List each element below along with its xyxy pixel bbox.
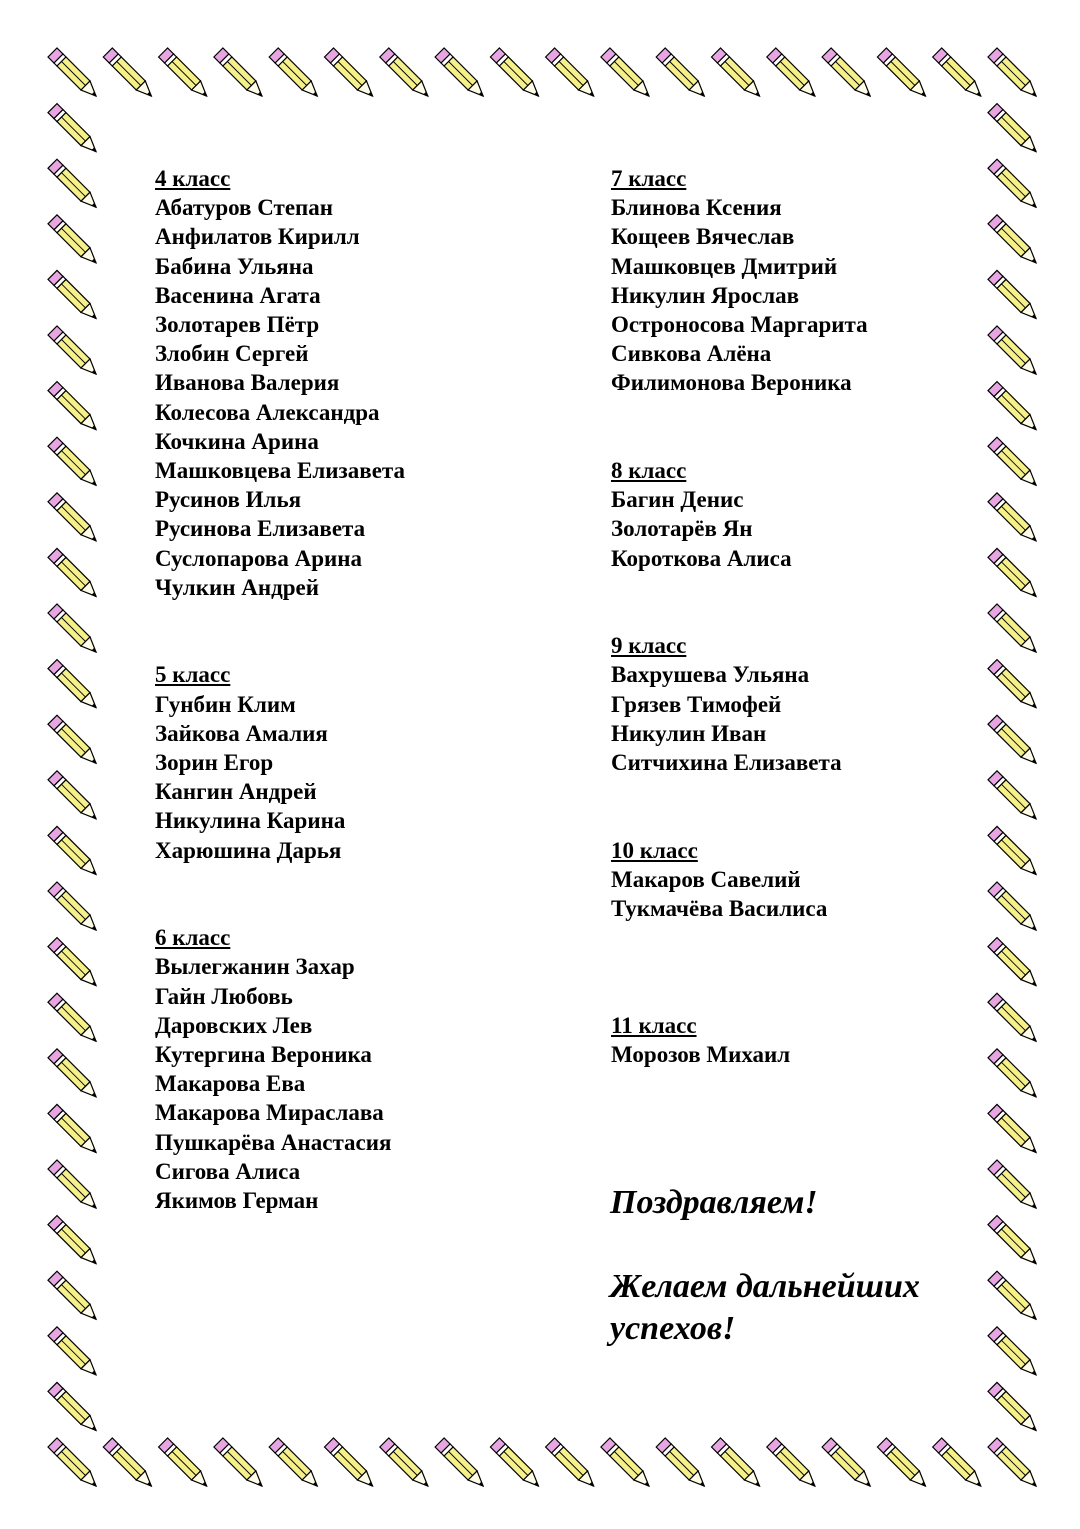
pencil-icon <box>48 382 96 430</box>
pencil-icon <box>546 48 594 96</box>
pencil-icon <box>48 882 96 930</box>
left-column <box>155 164 405 1215</box>
student-name: Макарова Мираслава <box>155 1100 384 1126</box>
pencil-icon <box>988 604 1036 652</box>
pencil-icon <box>601 1438 649 1486</box>
pencil-icon <box>712 48 760 96</box>
class-title: 5 класс <box>155 662 231 688</box>
pencil-icon <box>988 1104 1036 1152</box>
student-name: Кутергина Вероника <box>155 1042 372 1068</box>
pencil-icon <box>48 1327 96 1375</box>
student-name: Машковцева Елизавета <box>155 458 406 484</box>
student-name: Суслопарова Арина <box>155 545 362 571</box>
pencil-icon <box>48 1382 96 1430</box>
student-name: Машковцев Дмитрий <box>611 253 838 279</box>
pencil-icon <box>380 48 428 96</box>
class-group <box>611 164 868 398</box>
class-title: 4 класс <box>155 166 231 191</box>
class-group <box>611 631 868 777</box>
pencil-icon <box>988 437 1036 485</box>
student-name: Даровских Лев <box>155 1012 313 1038</box>
pencil-icon <box>988 326 1036 374</box>
class-group <box>155 660 405 864</box>
pencil-icon <box>988 548 1036 596</box>
pencil-icon <box>48 48 96 96</box>
student-name: Золотарев Пётр <box>155 312 320 338</box>
pencil-icon <box>48 1160 96 1208</box>
pencil-icon <box>269 48 317 96</box>
pencil-icon <box>48 548 96 596</box>
pencil-icon <box>435 48 483 96</box>
student-name: Блинова Ксения <box>611 195 782 221</box>
pencil-icon <box>269 1438 317 1486</box>
student-name: Короткова Алиса <box>611 545 792 571</box>
pencil-icon <box>988 771 1036 819</box>
pencil-icon <box>48 215 96 263</box>
congratulations-text: Поздравляем! <box>610 1184 818 1221</box>
pencil-icon <box>988 1216 1036 1264</box>
wishes-text: Желаем дальнейших успехов! <box>610 1268 920 1347</box>
student-name: Макаров Савелий <box>611 866 801 892</box>
class-group <box>611 836 868 924</box>
student-name: Тукмачёва Василиса <box>611 896 828 922</box>
class-title: 10 класс <box>611 837 698 863</box>
pencil-icon <box>48 715 96 763</box>
pencil-icon <box>48 771 96 819</box>
class-title: 7 класс <box>611 166 687 191</box>
pencil-icon <box>159 48 207 96</box>
student-name: Вахрушева Ульяна <box>611 662 810 688</box>
pencil-icon <box>601 48 649 96</box>
student-name: Гунбин Клим <box>155 691 296 717</box>
student-name: Сигова Алиса <box>155 1158 301 1184</box>
pencil-icon <box>988 1438 1036 1486</box>
closing-message <box>610 1182 970 1350</box>
student-name: Морозов Михаил <box>611 1042 791 1068</box>
pencil-icon <box>48 1049 96 1097</box>
pencil-icon <box>988 826 1036 874</box>
pencil-icon <box>988 882 1036 930</box>
pencil-icon <box>988 1160 1036 1208</box>
pencil-icon <box>214 48 262 96</box>
student-name: Чулкин Андрей <box>155 574 319 600</box>
student-name: Никулин Иван <box>611 720 767 746</box>
student-name: Колесова Александра <box>155 399 380 425</box>
student-name: Русинова Елизавета <box>155 516 366 542</box>
pencil-icon <box>822 1438 870 1486</box>
pencil-icon <box>988 938 1036 986</box>
pencil-icon <box>48 660 96 708</box>
pencil-icon <box>48 493 96 541</box>
student-name: Васенина Агата <box>155 282 321 308</box>
pencil-icon <box>159 1438 207 1486</box>
student-name: Никулин Ярослав <box>611 282 800 308</box>
pencil-icon <box>933 1438 981 1486</box>
student-name: Русинов Илья <box>155 487 302 513</box>
pencil-icon <box>988 48 1036 96</box>
pencil-icon <box>325 48 373 96</box>
student-name: Пушкарёва Анастасия <box>155 1129 392 1155</box>
pencil-icon <box>48 326 96 374</box>
class-group <box>155 164 405 602</box>
student-name: Багин Денис <box>611 487 744 513</box>
pencil-icon <box>103 48 151 96</box>
pencil-icon <box>877 1438 925 1486</box>
pencil-icon <box>48 604 96 652</box>
class-group <box>155 923 405 1215</box>
student-name: Абатуров Степан <box>155 195 334 221</box>
student-name: Ситчихина Елизавета <box>611 750 842 776</box>
pencil-icon <box>877 48 925 96</box>
pencil-icon <box>48 1438 96 1486</box>
pencil-icon <box>48 993 96 1041</box>
pencil-icon <box>546 1438 594 1486</box>
pencil-icon <box>490 1438 538 1486</box>
pencil-icon <box>48 270 96 318</box>
right-column <box>611 164 868 1069</box>
pencil-icon <box>48 104 96 152</box>
student-name: Гайн Любовь <box>155 983 293 1009</box>
student-name: Злобин Сергей <box>155 341 309 367</box>
pencil-icon <box>380 1438 428 1486</box>
pencil-icon <box>988 159 1036 207</box>
pencil-icon <box>933 48 981 96</box>
pencil-icon <box>988 715 1036 763</box>
pencil-icon <box>988 993 1036 1041</box>
student-name: Харюшина Дарья <box>155 837 342 863</box>
pencil-icon <box>988 660 1036 708</box>
pencil-icon <box>48 1271 96 1319</box>
student-name: Бабина Ульяна <box>155 253 314 279</box>
pencil-icon <box>988 1382 1036 1430</box>
pencil-icon <box>988 1271 1036 1319</box>
student-name: Иванова Валерия <box>155 370 340 396</box>
student-name: Остроносова Маргарита <box>611 312 868 338</box>
student-name: Зорин Егор <box>155 750 274 776</box>
pencil-icon <box>988 493 1036 541</box>
class-title: 6 класс <box>155 925 231 951</box>
pencil-icon <box>48 1104 96 1152</box>
pencil-icon <box>48 938 96 986</box>
pencil-icon <box>325 1438 373 1486</box>
pencil-icon <box>214 1438 262 1486</box>
student-name: Филимонова Вероника <box>611 370 852 396</box>
student-name: Золотарёв Ян <box>611 516 753 542</box>
student-name: Якимов Герман <box>155 1188 319 1214</box>
pencil-icon <box>767 1438 815 1486</box>
pencil-icon <box>48 1216 96 1264</box>
pencil-icon <box>988 104 1036 152</box>
pencil-icon <box>103 1438 151 1486</box>
class-group <box>611 456 868 573</box>
pencil-icon <box>988 1049 1036 1097</box>
pencil-icon <box>988 382 1036 430</box>
class-title: 8 класс <box>611 458 687 484</box>
student-name: Кангин Андрей <box>155 779 317 805</box>
student-name: Сивкова Алёна <box>611 341 772 367</box>
pencil-icon <box>48 159 96 207</box>
pencil-icon <box>988 215 1036 263</box>
pencil-icon <box>435 1438 483 1486</box>
student-name: Грязев Тимофей <box>611 691 782 717</box>
class-group <box>611 1011 868 1069</box>
student-name: Анфилатов Кирилл <box>155 224 360 250</box>
student-name: Кочкина Арина <box>155 428 319 454</box>
pencil-icon <box>656 1438 704 1486</box>
pencil-icon <box>712 1438 760 1486</box>
pencil-icon <box>48 826 96 874</box>
pencil-icon <box>988 270 1036 318</box>
student-name: Вылегжанин Захар <box>155 954 355 980</box>
pencil-icon <box>988 1327 1036 1375</box>
student-name: Никулина Карина <box>155 808 346 834</box>
class-title: 11 класс <box>611 1012 697 1038</box>
class-title: 9 класс <box>611 633 687 659</box>
student-name: Кощеев Вячеслав <box>611 224 795 250</box>
pencil-icon <box>48 437 96 485</box>
student-name: Зайкова Амалия <box>155 720 328 746</box>
pencil-icon <box>656 48 704 96</box>
pencil-icon <box>767 48 815 96</box>
pencil-icon <box>490 48 538 96</box>
student-name: Макарова Ева <box>155 1071 306 1097</box>
pencil-icon <box>822 48 870 96</box>
